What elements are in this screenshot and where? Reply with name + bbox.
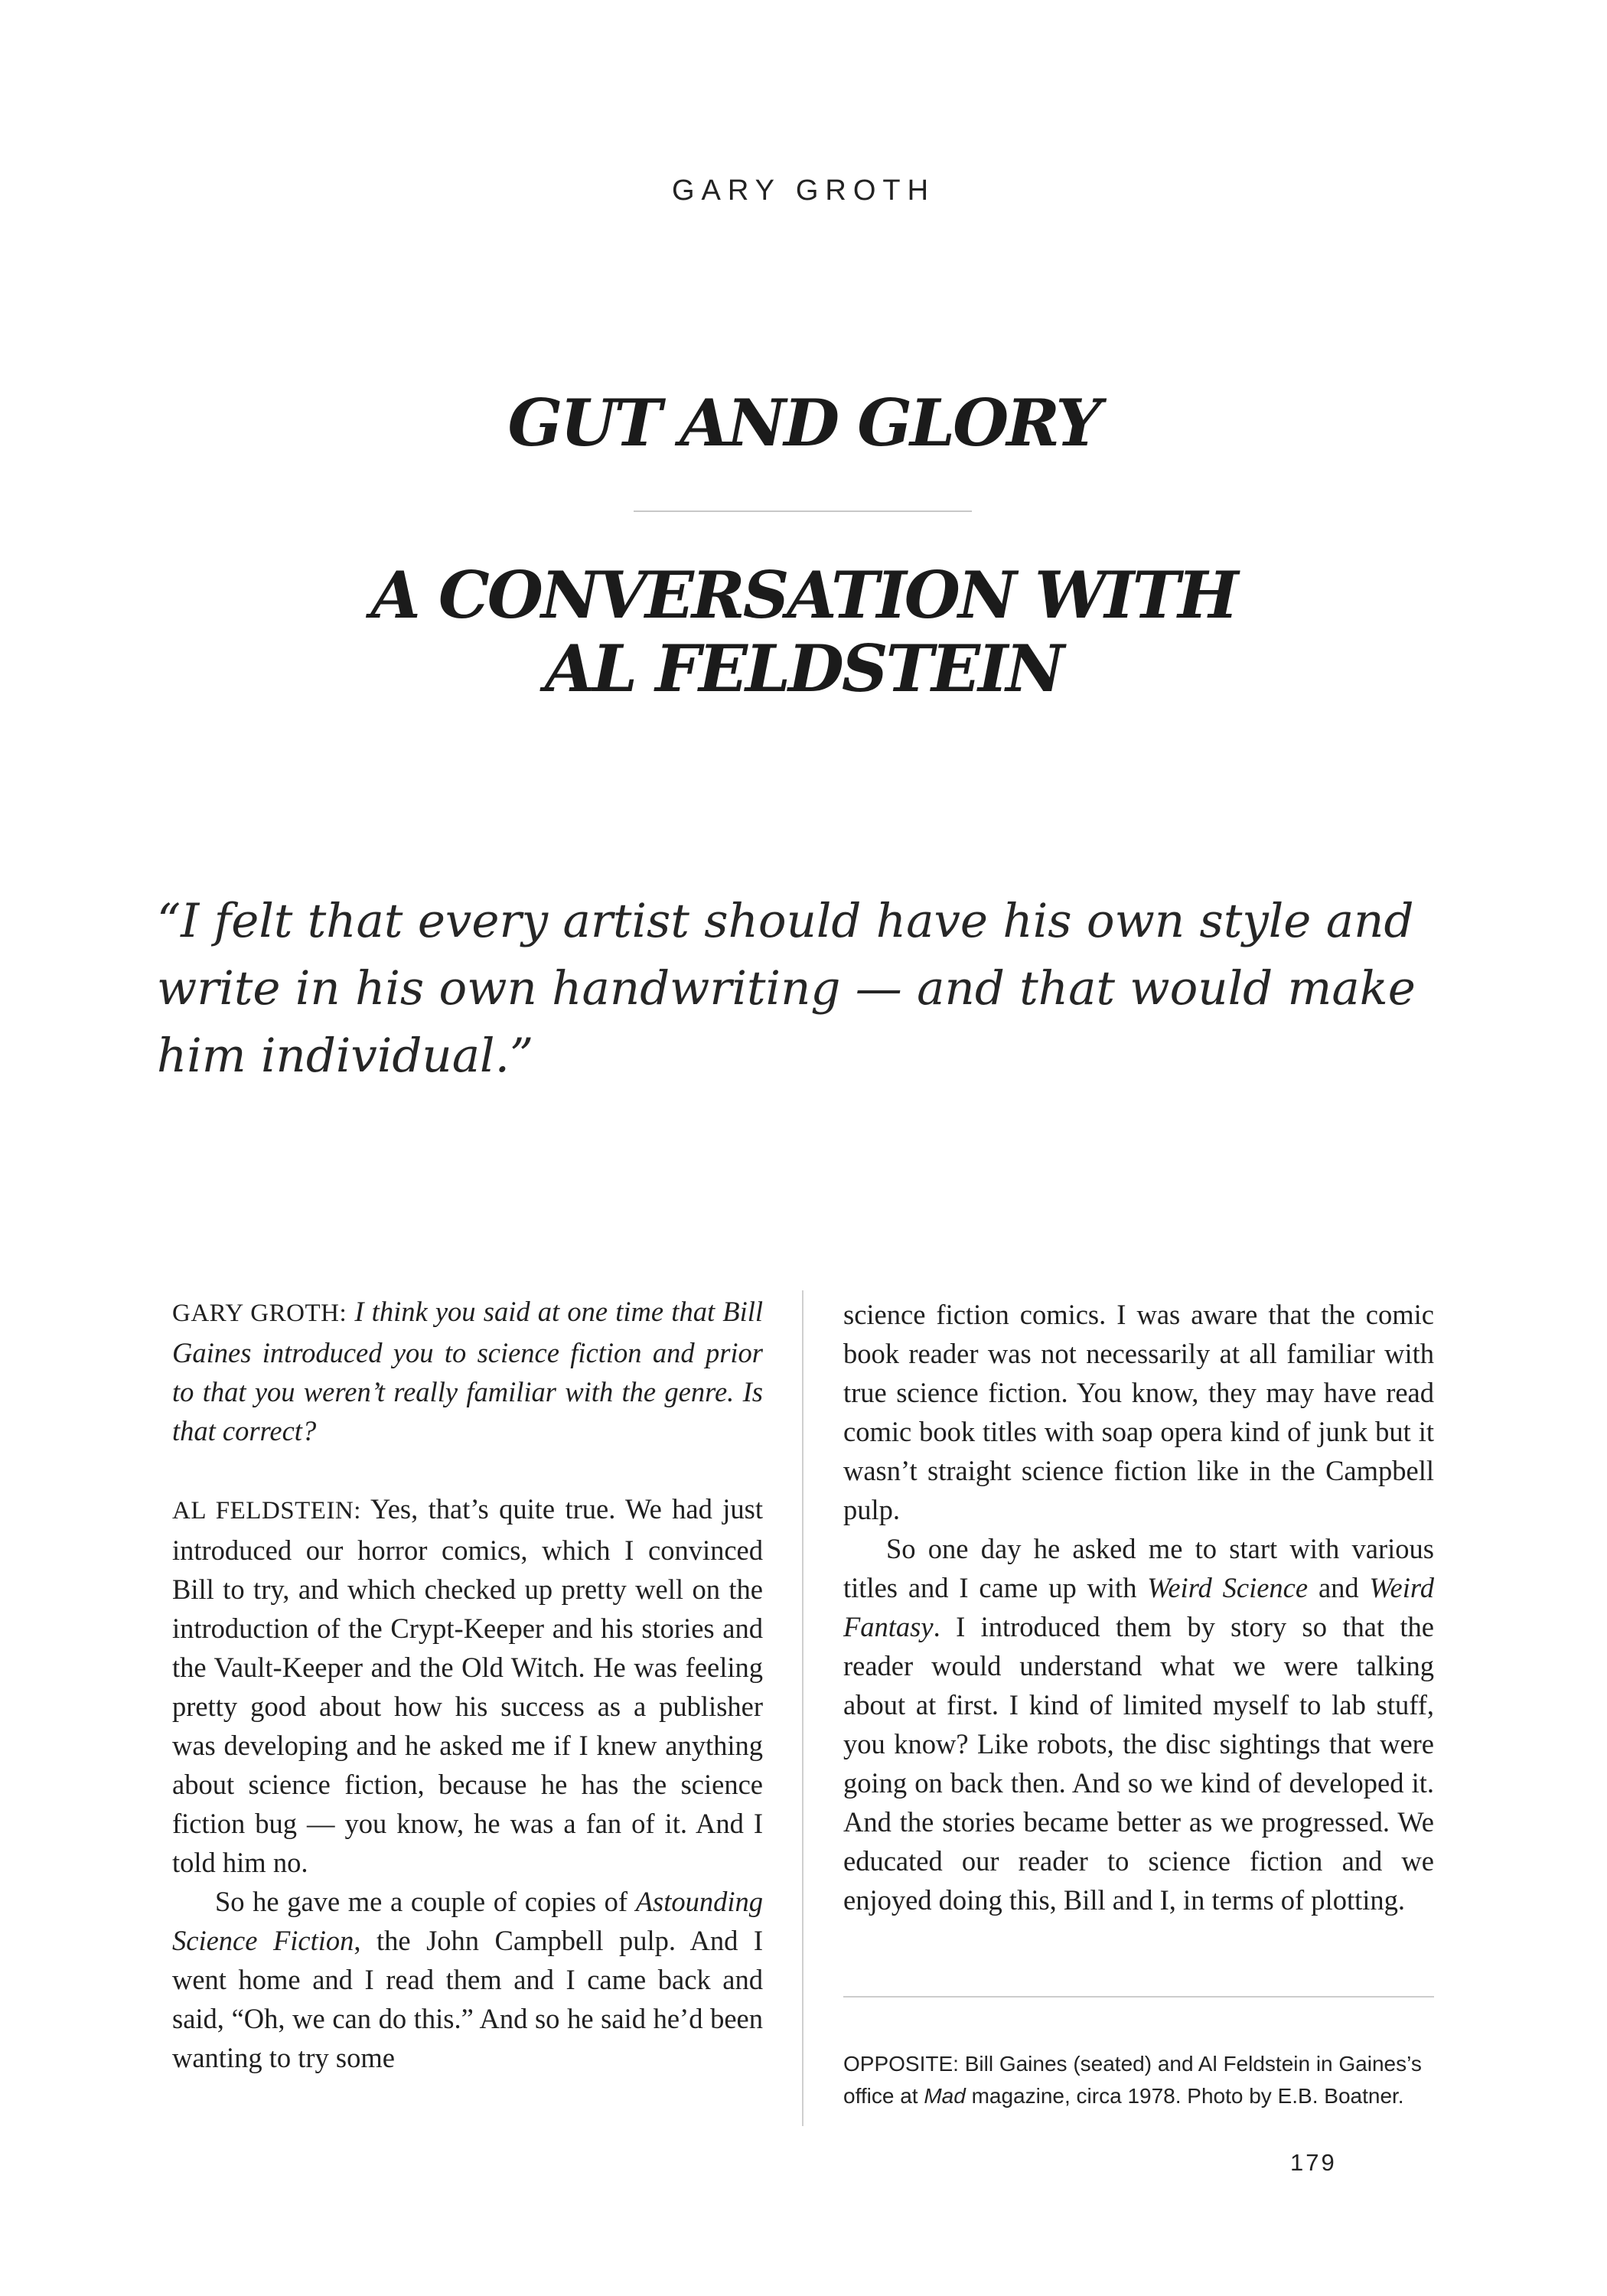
- answer-1-p2-start: So he gave me a couple of copies of: [215, 1886, 636, 1917]
- answer-1-text: Yes, that’s quite true. We had just introduced our horror comics, which I convinced Bill to try, and which checked up pretty well on the introduction of the Crypt-Keeper and his stories and the Vault-Keeper and the Old Witch. He was feeling pretty good about how his success as a publisher was developing and he asked me if I knew anything about science fiction, because he has the science fiction bug — you know, he was a fan of it. And I told him no.: [172, 1493, 763, 1878]
- speaker-al-feldstein: AL FELDSTEIN:: [172, 1497, 361, 1525]
- interview-column-left: [172, 1292, 763, 2077]
- answer-1: [172, 1489, 763, 1882]
- answer-1-p3-and: and: [1308, 1572, 1370, 1603]
- title-line-3: AL FELDSTEIN: [544, 631, 1063, 706]
- title-weird-fantasy: Weird Fantasy: [843, 1572, 1434, 1642]
- answer-1-paragraph-3: [843, 1529, 1434, 1919]
- photo-caption: [843, 2048, 1448, 2112]
- answer-1-p3-start: So one day he asked me to start with various titles and I came up with: [843, 1533, 1434, 1603]
- book-title-astounding: Astounding Science Fiction: [172, 1886, 763, 1956]
- title-divider: [634, 510, 972, 512]
- interview-column-right: [843, 1295, 1434, 1919]
- answer-1-paragraph-2: [172, 1882, 763, 2077]
- answer-1-p3-rest: . I introduced them by story so that the reader would understand what we were talking about at first. I kind of limited myself to lab stuff, you know? Like robots, the disc sightings that were going on back then. And so we kind of developed it. And the stories became better as we progressed. We educated our reader to science fiction and we enjoyed doing this, Bill and I, in terms of plotting.: [843, 1611, 1434, 1916]
- pull-quote: “I felt that every artist should have his own style and write in his own handwriting — and that would make him individual.”: [157, 894, 1416, 1083]
- title-line-2: A CONVERSATION WITH: [370, 557, 1237, 633]
- answer-1-p2-rest: , the John Campbell pulp. And I went home and I read them and I came back and said, “Oh, we can do this.” And so he said he’d been wanting to try some: [172, 1925, 763, 2073]
- page-number: 179: [1290, 2149, 1337, 2176]
- caption-magazine-title: Mad: [924, 2084, 966, 2108]
- title-line-1: GUT AND GLORY: [507, 385, 1100, 461]
- title-line-2-3: [0, 559, 1607, 706]
- caption-start: OPPOSITE: Bill Gaines (seated) and Al Feldstein in Gaines’s office at: [843, 2052, 1422, 2108]
- answer-1-paragraph-2-continued: science fiction comics. I was aware that the comic book reader was not necessarily at all familiar with true science fiction. You know, they may have read comic book titles with soap opera kind of junk but it wasn’t straight science fiction like in the Campbell pulp.: [843, 1299, 1434, 1525]
- caption-divider: [843, 1996, 1434, 1998]
- caption-end: magazine, circa 1978. Photo by E.B. Boatner.: [965, 2084, 1404, 2108]
- title-weird-science: Weird Science: [1147, 1572, 1309, 1603]
- author-line: GARY GROTH: [671, 174, 936, 207]
- speaker-gary-groth: GARY GROTH:: [172, 1300, 347, 1327]
- question-1: [172, 1292, 763, 1450]
- column-divider: [802, 1290, 804, 2126]
- question-1-text: I think you said at one time that Bill Gaines introduced you to science fiction and prior to that you weren’t really familiar with the genre. Is that correct?: [172, 1296, 764, 1446]
